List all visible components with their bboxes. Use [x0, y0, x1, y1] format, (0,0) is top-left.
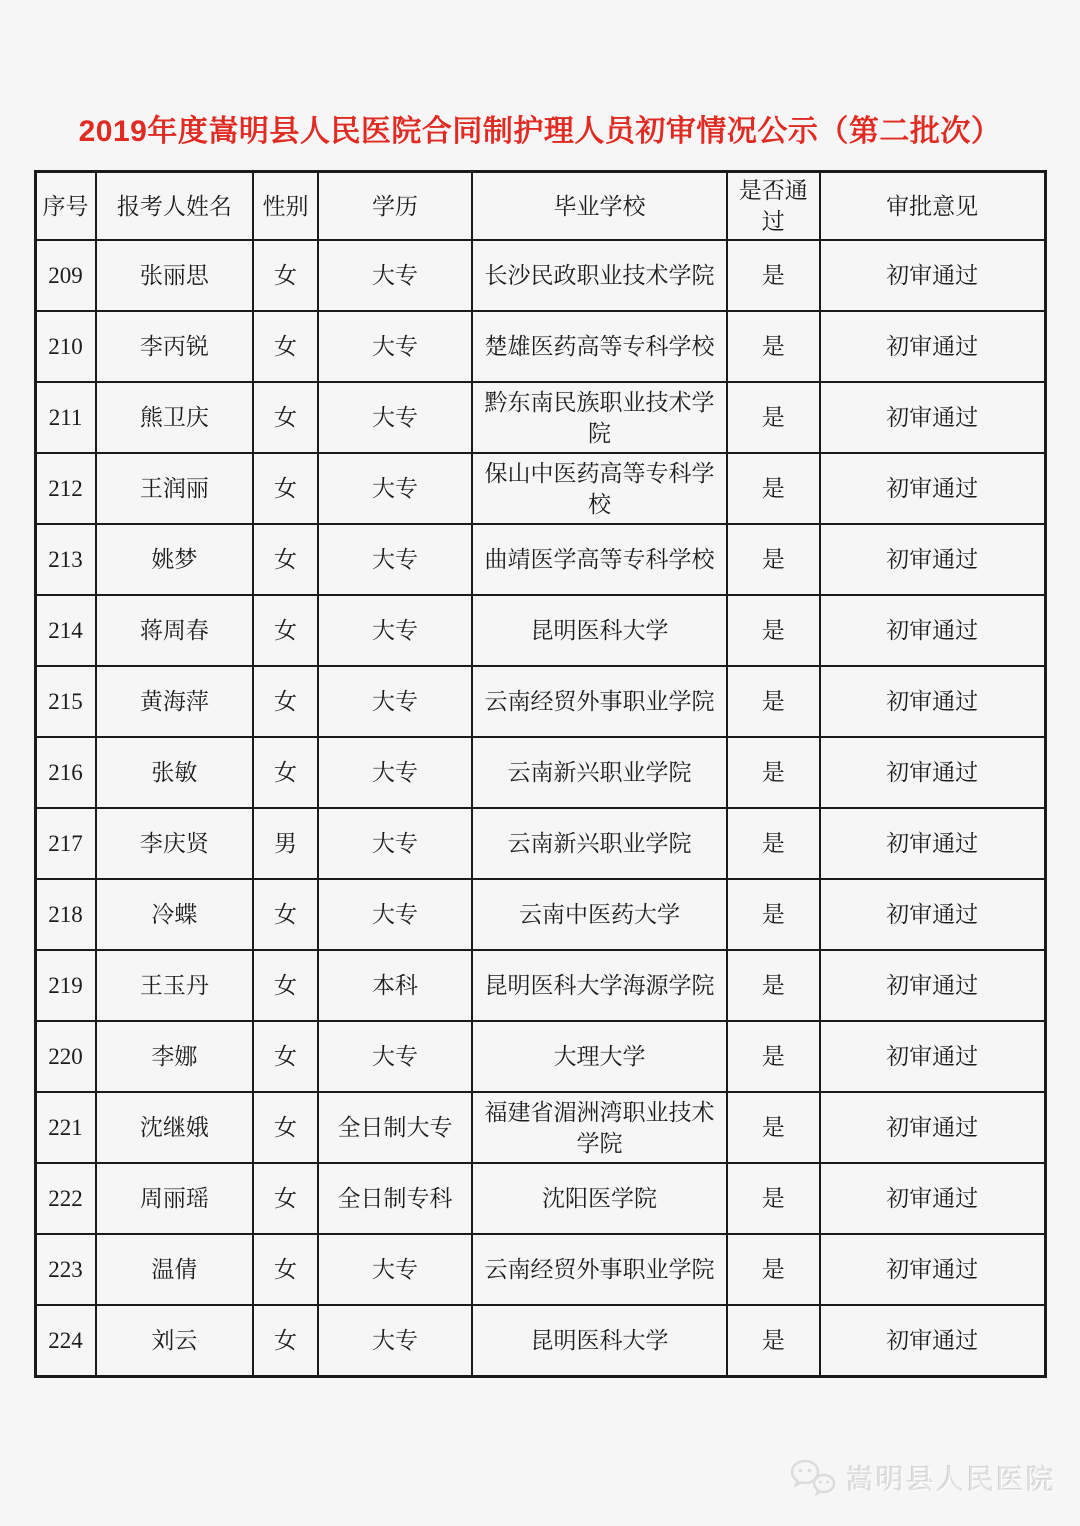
cell-graduate-school: 云南新兴职业学院 — [472, 737, 727, 808]
cell-gender: 女 — [253, 240, 318, 311]
cell-graduate-school: 保山中医药高等专科学校 — [472, 453, 727, 524]
cell-approval-opinion: 初审通过 — [820, 950, 1045, 1021]
cell-passed: 是 — [727, 879, 820, 950]
cell-gender: 女 — [253, 1163, 318, 1234]
cell-applicant-name: 张敏 — [96, 737, 254, 808]
cell-serial-number: 214 — [35, 595, 96, 666]
cell-gender: 女 — [253, 1092, 318, 1163]
cell-graduate-school: 云南新兴职业学院 — [472, 808, 727, 879]
column-header-applicant-name: 报考人姓名 — [96, 172, 254, 241]
cell-applicant-name: 李庆贤 — [96, 808, 254, 879]
cell-applicant-name: 熊卫庆 — [96, 382, 254, 453]
cell-graduate-school: 福建省湄洲湾职业技术学院 — [472, 1092, 727, 1163]
cell-education: 大专 — [318, 240, 473, 311]
table-row — [35, 1305, 1045, 1376]
footer-watermark — [790, 1458, 1056, 1498]
cell-passed: 是 — [727, 595, 820, 666]
table-row — [35, 1163, 1045, 1234]
cell-serial-number: 218 — [35, 879, 96, 950]
cell-approval-opinion: 初审通过 — [820, 524, 1045, 595]
cell-passed: 是 — [727, 311, 820, 382]
cell-gender: 女 — [253, 879, 318, 950]
cell-applicant-name: 蒋周春 — [96, 595, 254, 666]
cell-passed: 是 — [727, 1305, 820, 1376]
cell-education: 大专 — [318, 879, 473, 950]
cell-passed: 是 — [727, 453, 820, 524]
cell-applicant-name: 温倩 — [96, 1234, 254, 1305]
cell-education: 全日制专科 — [318, 1163, 473, 1234]
cell-serial-number: 217 — [35, 808, 96, 879]
cell-gender: 男 — [253, 808, 318, 879]
cell-passed: 是 — [727, 1234, 820, 1305]
cell-approval-opinion: 初审通过 — [820, 879, 1045, 950]
cell-approval-opinion: 初审通过 — [820, 808, 1045, 879]
cell-gender: 女 — [253, 950, 318, 1021]
table-row — [35, 595, 1045, 666]
cell-gender: 女 — [253, 737, 318, 808]
cell-graduate-school: 大理大学 — [472, 1021, 727, 1092]
cell-education: 大专 — [318, 1305, 473, 1376]
cell-serial-number: 216 — [35, 737, 96, 808]
cell-serial-number: 213 — [35, 524, 96, 595]
cell-passed: 是 — [727, 737, 820, 808]
watermark-text: 嵩明县人民医院 — [845, 1464, 1056, 1495]
cell-applicant-name: 姚梦 — [96, 524, 254, 595]
cell-graduate-school: 昆明医科大学 — [472, 1305, 727, 1376]
cell-education: 大专 — [318, 1234, 473, 1305]
cell-education: 大专 — [318, 595, 473, 666]
cell-approval-opinion: 初审通过 — [820, 453, 1045, 524]
cell-serial-number: 220 — [35, 1021, 96, 1092]
cell-education: 本科 — [318, 950, 473, 1021]
cell-gender: 女 — [253, 1305, 318, 1376]
column-header-serial-number: 序号 — [35, 172, 96, 241]
cell-approval-opinion: 初审通过 — [820, 1305, 1045, 1376]
cell-serial-number: 219 — [35, 950, 96, 1021]
cell-education: 大专 — [318, 453, 473, 524]
review-table — [34, 170, 1047, 1378]
page-title: 2019年度嵩明县人民医院合同制护理人员初审情况公示（第二批次） — [78, 115, 1002, 148]
table-row — [35, 524, 1045, 595]
column-header-education: 学历 — [318, 172, 473, 241]
table-row — [35, 311, 1045, 382]
cell-serial-number: 211 — [35, 382, 96, 453]
cell-serial-number: 209 — [35, 240, 96, 311]
table-row — [35, 1234, 1045, 1305]
column-header-approval-opinion: 审批意见 — [820, 172, 1045, 241]
cell-gender: 女 — [253, 1021, 318, 1092]
cell-graduate-school: 云南经贸外事职业学院 — [472, 1234, 727, 1305]
cell-approval-opinion: 初审通过 — [820, 1092, 1045, 1163]
cell-passed: 是 — [727, 382, 820, 453]
cell-passed: 是 — [727, 1021, 820, 1092]
table-row — [35, 666, 1045, 737]
cell-serial-number: 215 — [35, 666, 96, 737]
cell-gender: 女 — [253, 1234, 318, 1305]
cell-applicant-name: 刘云 — [96, 1305, 254, 1376]
cell-graduate-school: 楚雄医药高等专科学校 — [472, 311, 727, 382]
cell-passed: 是 — [727, 524, 820, 595]
cell-education: 大专 — [318, 524, 473, 595]
cell-graduate-school: 昆明医科大学 — [472, 595, 727, 666]
cell-graduate-school: 昆明医科大学海源学院 — [472, 950, 727, 1021]
column-header-passed: 是否通过 — [727, 172, 820, 241]
cell-approval-opinion: 初审通过 — [820, 1021, 1045, 1092]
table-row — [35, 950, 1045, 1021]
cell-gender: 女 — [253, 595, 318, 666]
cell-serial-number: 223 — [35, 1234, 96, 1305]
cell-applicant-name: 沈继娥 — [96, 1092, 254, 1163]
cell-graduate-school: 云南经贸外事职业学院 — [472, 666, 727, 737]
cell-approval-opinion: 初审通过 — [820, 737, 1045, 808]
table-row — [35, 737, 1045, 808]
cell-serial-number: 224 — [35, 1305, 96, 1376]
cell-approval-opinion: 初审通过 — [820, 311, 1045, 382]
cell-passed: 是 — [727, 666, 820, 737]
cell-graduate-school: 沈阳医学院 — [472, 1163, 727, 1234]
cell-applicant-name: 冷蝶 — [96, 879, 254, 950]
table-row — [35, 1092, 1045, 1163]
cell-applicant-name: 王润丽 — [96, 453, 254, 524]
cell-applicant-name: 李丙锐 — [96, 311, 254, 382]
cell-graduate-school: 云南中医药大学 — [472, 879, 727, 950]
cell-approval-opinion: 初审通过 — [820, 240, 1045, 311]
column-header-gender: 性别 — [253, 172, 318, 241]
wechat-icon — [790, 1459, 836, 1497]
cell-education: 全日制大专 — [318, 1092, 473, 1163]
table-row — [35, 808, 1045, 879]
cell-passed: 是 — [727, 240, 820, 311]
cell-passed: 是 — [727, 1163, 820, 1234]
cell-applicant-name: 张丽思 — [96, 240, 254, 311]
cell-passed: 是 — [727, 1092, 820, 1163]
table-row — [35, 453, 1045, 524]
cell-graduate-school: 黔东南民族职业技术学院 — [472, 382, 727, 453]
cell-approval-opinion: 初审通过 — [820, 382, 1045, 453]
cell-education: 大专 — [318, 382, 473, 453]
cell-approval-opinion: 初审通过 — [820, 1163, 1045, 1234]
cell-serial-number: 210 — [35, 311, 96, 382]
cell-education: 大专 — [318, 311, 473, 382]
column-header-graduate-school: 毕业学校 — [472, 172, 727, 241]
cell-approval-opinion: 初审通过 — [820, 595, 1045, 666]
cell-gender: 女 — [253, 453, 318, 524]
cell-applicant-name: 周丽瑶 — [96, 1163, 254, 1234]
cell-serial-number: 212 — [35, 453, 96, 524]
cell-graduate-school: 曲靖医学高等专科学校 — [472, 524, 727, 595]
cell-education: 大专 — [318, 737, 473, 808]
cell-gender: 女 — [253, 311, 318, 382]
cell-passed: 是 — [727, 950, 820, 1021]
cell-applicant-name: 李娜 — [96, 1021, 254, 1092]
cell-gender: 女 — [253, 382, 318, 453]
table-row — [35, 240, 1045, 311]
cell-approval-opinion: 初审通过 — [820, 1234, 1045, 1305]
cell-applicant-name: 黄海萍 — [96, 666, 254, 737]
cell-education: 大专 — [318, 1021, 473, 1092]
table-row — [35, 879, 1045, 950]
cell-gender: 女 — [253, 666, 318, 737]
table-body — [35, 240, 1045, 1376]
cell-approval-opinion: 初审通过 — [820, 666, 1045, 737]
cell-gender: 女 — [253, 524, 318, 595]
cell-serial-number: 221 — [35, 1092, 96, 1163]
cell-passed: 是 — [727, 808, 820, 879]
cell-education: 大专 — [318, 666, 473, 737]
cell-education: 大专 — [318, 808, 473, 879]
cell-serial-number: 222 — [35, 1163, 96, 1234]
table-header-row — [35, 172, 1045, 241]
table-row — [35, 1021, 1045, 1092]
cell-applicant-name: 王玉丹 — [96, 950, 254, 1021]
table-row — [35, 382, 1045, 453]
cell-graduate-school: 长沙民政职业技术学院 — [472, 240, 727, 311]
